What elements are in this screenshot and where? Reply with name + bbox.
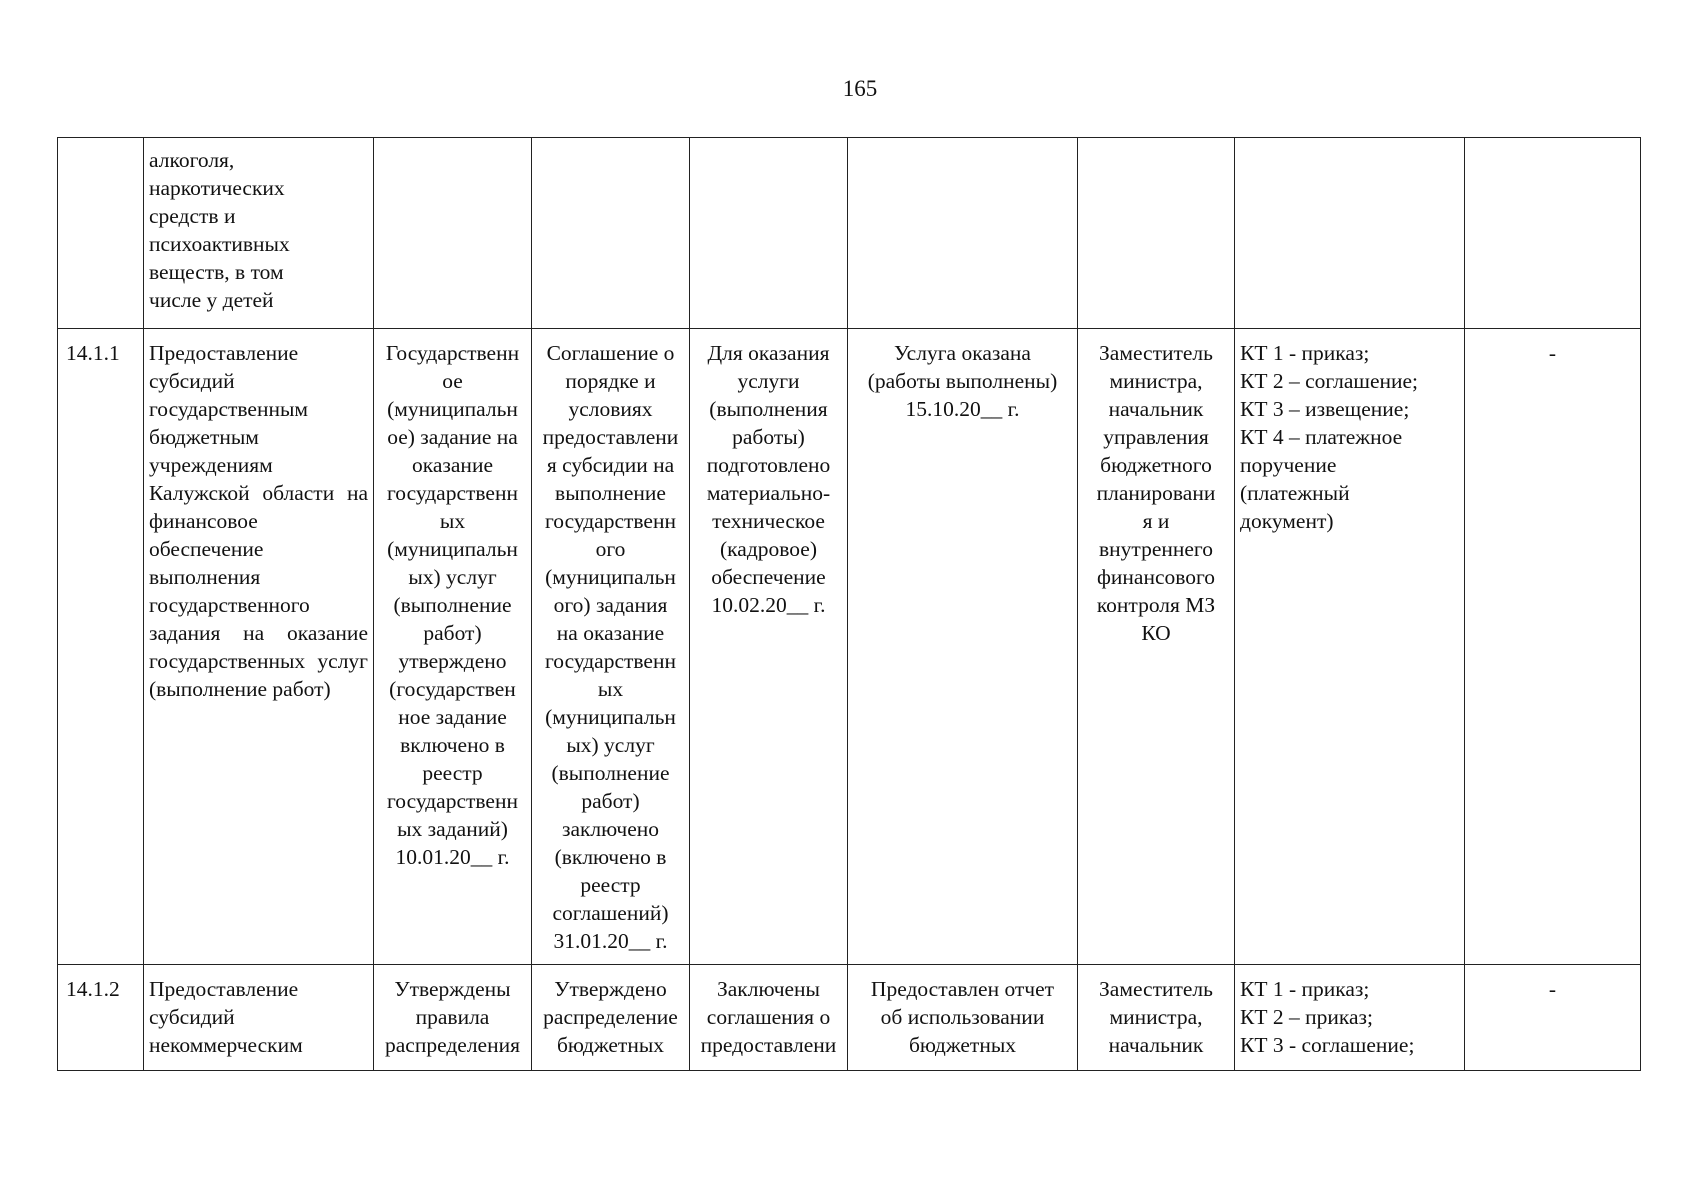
page-number: 165 [842,76,878,101]
note-cell [1465,965,1641,1071]
event-cell [144,138,374,329]
responsible-text: Заместитель министра, начальник [1099,977,1213,1057]
kt2-text: Утверждено распределение бюджетных [543,977,678,1057]
kt2-cell [532,138,690,329]
row-number-cell [58,138,144,329]
event-text: алкоголя, наркотических средств и психоактивных веществ, в том числе у детей [149,148,290,312]
row-number: 14.1.1 [66,341,120,365]
event-text: Предоставление субсидий некоммерческим [149,977,303,1057]
note-cell [1465,329,1641,965]
responsible-cell [1078,138,1235,329]
event-cell [144,965,374,1071]
table-row [58,138,1641,329]
documents-text: КТ 1 - приказ; КТ 2 – соглашение; КТ 3 – извещение; КТ 4 – платежное поручение (платежный документ) [1240,341,1419,533]
responsible-cell [1078,329,1235,965]
row-number-cell [58,329,144,965]
kt4-cell [848,329,1078,965]
responsible-cell [1078,965,1235,1071]
kt1-text: Утверждены правила распределения [384,977,520,1057]
kt3-cell [690,329,848,965]
note-text: - [1548,977,1557,1001]
note-text: - [1548,341,1557,365]
kt2-cell [532,965,690,1071]
activities-table [57,137,1641,1071]
kt2-text: Соглашение о порядке и условиях предоставлени я субсидии на выполнение государственн ого (муниципальн ого) задания на оказание государственн ых (муниципальн ых) услуг (выполнение работ) заключено (включено в реестр соглашений) 31.01.20__ г. [542,341,679,953]
note-cell [1465,138,1641,329]
kt1-cell [374,329,532,965]
documents-text: КТ 1 - приказ; КТ 2 – приказ; КТ 3 - соглашение; [1240,977,1415,1057]
table-row [58,329,1641,965]
event-cell [144,329,374,965]
documents-cell [1235,329,1465,965]
kt3-cell [690,138,848,329]
table-row [58,965,1641,1071]
row-number: 14.1.2 [66,977,120,1001]
kt1-cell [374,138,532,329]
kt2-cell [532,329,690,965]
kt1-cell [374,965,532,1071]
kt4-cell [848,138,1078,329]
row-number-cell [58,965,144,1071]
responsible-text: Заместитель министра, начальник управления бюджетного планировани я и внутреннего финансового контроля МЗ КО [1096,341,1216,645]
kt3-text: Для оказания услуги (выполнения работы) подготовлено материально- техническое (кадровое) обеспечение 10.02.20__ г. [706,341,831,617]
event-text: Предоставление субсидий государственным бюджетным учреждениям Калужской области на финансовое обеспечение выполнения государственного задания на оказание государственных услуг (выполнение работ) [149,341,368,701]
documents-cell [1235,138,1465,329]
kt4-text: Услуга оказана (работы выполнены) 15.10.20__ г. [867,341,1058,421]
documents-cell [1235,965,1465,1071]
kt4-cell [848,965,1078,1071]
kt3-text: Заключены соглашения о предоставлени [700,977,837,1057]
kt1-text: Государственн ое (муниципальн ое) задание на оказание государственн ых (муниципальн ых) услуг (выполнение работ) утверждено (государствен ное задание включено в реестр государственн ых заданий) 10.01.20__ г. [385,341,520,869]
kt4-text: Предоставлен отчет об использовании бюджетных [870,977,1055,1057]
kt3-cell [690,965,848,1071]
